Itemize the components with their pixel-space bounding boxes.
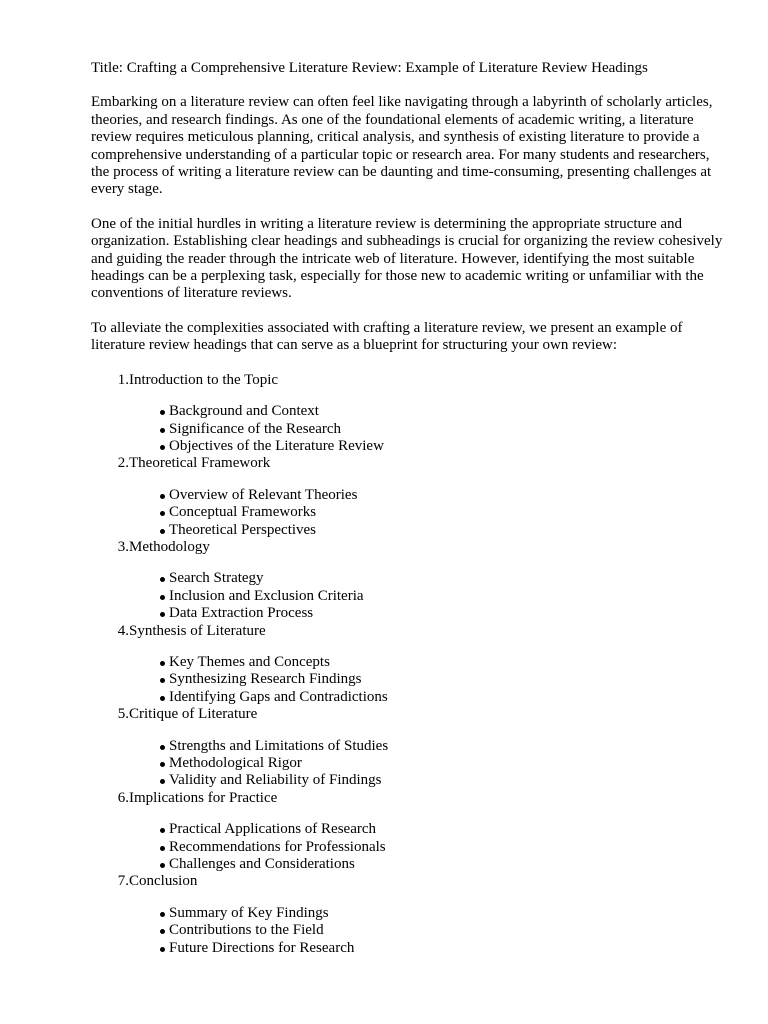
- subheading-item: Objectives of the Literature Review: [169, 437, 384, 454]
- subheading-item: Significance of the Research: [169, 420, 342, 437]
- subheading-item: Recommendations for Professionals: [169, 838, 386, 855]
- subheading-item: Data Extraction Process: [169, 605, 314, 622]
- section-number: 2.: [117, 455, 129, 472]
- section-label: Methodology: [129, 538, 210, 555]
- subheading-list: [91, 487, 731, 539]
- headings-list: [91, 372, 731, 957]
- section-number: 1.: [117, 371, 129, 388]
- subheading-list: [91, 738, 731, 790]
- section-label: Synthesis of Literature: [129, 622, 266, 639]
- structure-paragraph: One of the initial hurdles in writing a literature review is determining the appropriate structure and organization. Establishing clear headings and subheadings is crucial for organizing the review cohesively and guiding the reader through the intricate web of literature. However, identifying the most suitable headings can be a perplexing task, especially for those new to academic writing or unfamiliar with the conventions of literature reviews.: [91, 215, 723, 302]
- subheading-item: Challenges and Considerations: [169, 856, 355, 873]
- subheading-item: Conceptual Frameworks: [169, 504, 317, 521]
- subheading-item: Search Strategy: [169, 570, 264, 587]
- subheading-list: [91, 654, 731, 706]
- blueprint-paragraph: To alleviate the complexities associated with crafting a literature review, we present an example of literature review headings that can serve as a blueprint for structuring your own review:: [91, 319, 683, 354]
- subheading-item: Inclusion and Exclusion Criteria: [169, 587, 364, 604]
- subheading-item: Contributions to the Field: [169, 922, 324, 939]
- subheading-item: Summary of Key Findings: [169, 904, 329, 921]
- section-number: 3.: [117, 538, 129, 555]
- section-theoretical-framework: [91, 455, 731, 539]
- subheading-item: Methodological Rigor: [169, 755, 302, 771]
- section-label: Theoretical Framework: [129, 455, 271, 472]
- subheading-item: Synthesizing Research Findings: [169, 671, 362, 688]
- subheading-list: [91, 905, 731, 957]
- subheading-item: Validity and Reliability of Findings: [169, 772, 382, 789]
- section-number: 5.: [117, 706, 129, 723]
- section-number: 4.: [117, 622, 129, 639]
- subheading-item: Future Directions for Research: [169, 939, 355, 956]
- subheading-item: Practical Applications of Research: [169, 821, 377, 838]
- section-critique: [91, 706, 731, 790]
- section-number: 7.: [117, 873, 129, 890]
- section-introduction: [91, 372, 731, 456]
- subheading-item: Background and Context: [169, 403, 319, 420]
- subheading-item: Theoretical Perspectives: [169, 521, 317, 538]
- document-page: [91, 60, 731, 957]
- section-label: Critique of Literature: [129, 706, 258, 723]
- subheading-list: [91, 570, 731, 622]
- section-implications: [91, 790, 731, 874]
- section-label: Implications for Practice: [129, 789, 278, 806]
- section-number: 6.: [117, 789, 129, 806]
- section-conclusion: [91, 873, 731, 957]
- subheading-item: Overview of Relevant Theories: [169, 486, 358, 503]
- section-label: Conclusion: [129, 873, 198, 890]
- subheading-list: [91, 403, 731, 455]
- subheading-item: Strengths and Limitations of Studies: [169, 737, 389, 754]
- subheading-list: [91, 821, 731, 873]
- section-label: Introduction to the Topic: [129, 371, 279, 388]
- subheading-item: Key Themes and Concepts: [169, 653, 330, 670]
- document-title: Title: Crafting a Comprehensive Literature Review: Example of Literature Review Headings: [91, 60, 648, 76]
- intro-paragraph: Embarking on a literature review can often feel like navigating through a labyrinth of scholarly articles, theories, and research findings. As one of the foundational elements of academic writing, a literature review requires meticulous planning, critical analysis, and synthesis of existing literature to provide a comprehensive understanding of a particular topic or research area. For many students and researchers, the process of writing a literature review can be daunting and time-consuming, presenting challenges at every stage.: [91, 94, 713, 198]
- section-methodology: [91, 539, 731, 623]
- section-synthesis: [91, 623, 731, 707]
- subheading-item: Identifying Gaps and Contradictions: [169, 688, 388, 705]
